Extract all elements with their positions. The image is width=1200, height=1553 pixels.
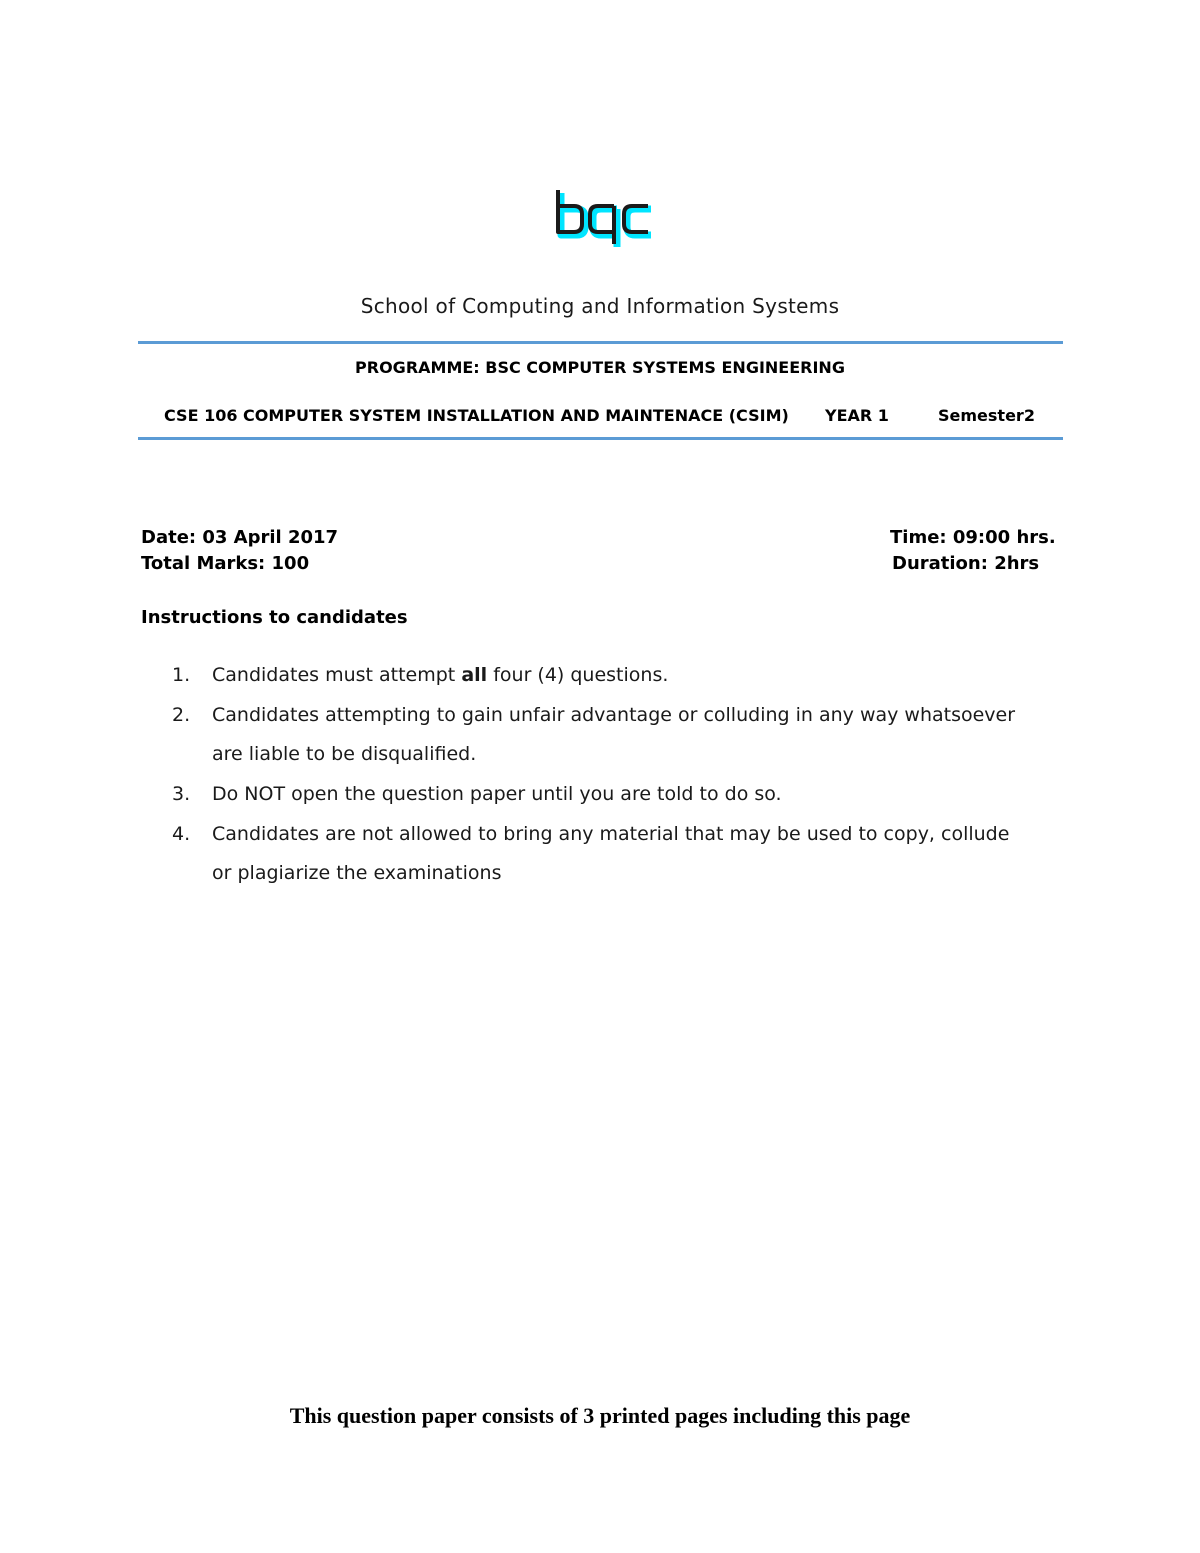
instruction-number: 4. bbox=[172, 823, 191, 845]
instruction-number: 3. bbox=[172, 783, 191, 805]
header-rule-top bbox=[138, 341, 1063, 344]
instruction-text: Candidates must attempt bbox=[212, 664, 462, 686]
instruction-number: 1. bbox=[172, 664, 191, 686]
course-title: CSE 106 COMPUTER SYSTEM INSTALLATION AND MAINTENACE (CSIM) bbox=[164, 406, 789, 425]
instruction-emphasis: all bbox=[461, 664, 488, 686]
course-year: YEAR 1 bbox=[825, 406, 889, 425]
exam-time: Time: 09:00 hrs. bbox=[890, 527, 1056, 548]
instruction-item bbox=[172, 656, 1032, 695]
header-rule-bottom bbox=[138, 437, 1063, 440]
instructions-heading: Instructions to candidates bbox=[141, 607, 408, 628]
instruction-item bbox=[172, 815, 1032, 893]
instruction-item bbox=[172, 775, 1032, 814]
bqc-logo bbox=[540, 180, 660, 250]
total-marks: Total Marks: 100 bbox=[141, 553, 310, 574]
instruction-item bbox=[172, 696, 1032, 774]
instruction-text: Candidates attempting to gain unfair advantage or colluding in any way whatsoever are liable to be disqualified. bbox=[212, 704, 1016, 765]
instruction-text: Candidates are not allowed to bring any material that may be used to copy, collude or plagiarize the examinations bbox=[212, 823, 1010, 884]
exam-date: Date: 03 April 2017 bbox=[141, 527, 339, 548]
programme-title: PROGRAMME: BSC COMPUTER SYSTEMS ENGINEERING bbox=[355, 358, 845, 377]
course-semester: Semester2 bbox=[938, 406, 1035, 425]
school-name: School of Computing and Information Systems bbox=[360, 294, 840, 318]
instructions-list bbox=[172, 656, 1032, 894]
page-count-note: This question paper consists of 3 printed pages including this page bbox=[289, 1403, 911, 1428]
instruction-number: 2. bbox=[172, 704, 191, 726]
exam-duration: Duration: 2hrs bbox=[892, 553, 1040, 574]
instruction-text: four (4) questions. bbox=[487, 664, 669, 686]
instruction-text: Do NOT open the question paper until you are told to do so. bbox=[212, 783, 782, 805]
